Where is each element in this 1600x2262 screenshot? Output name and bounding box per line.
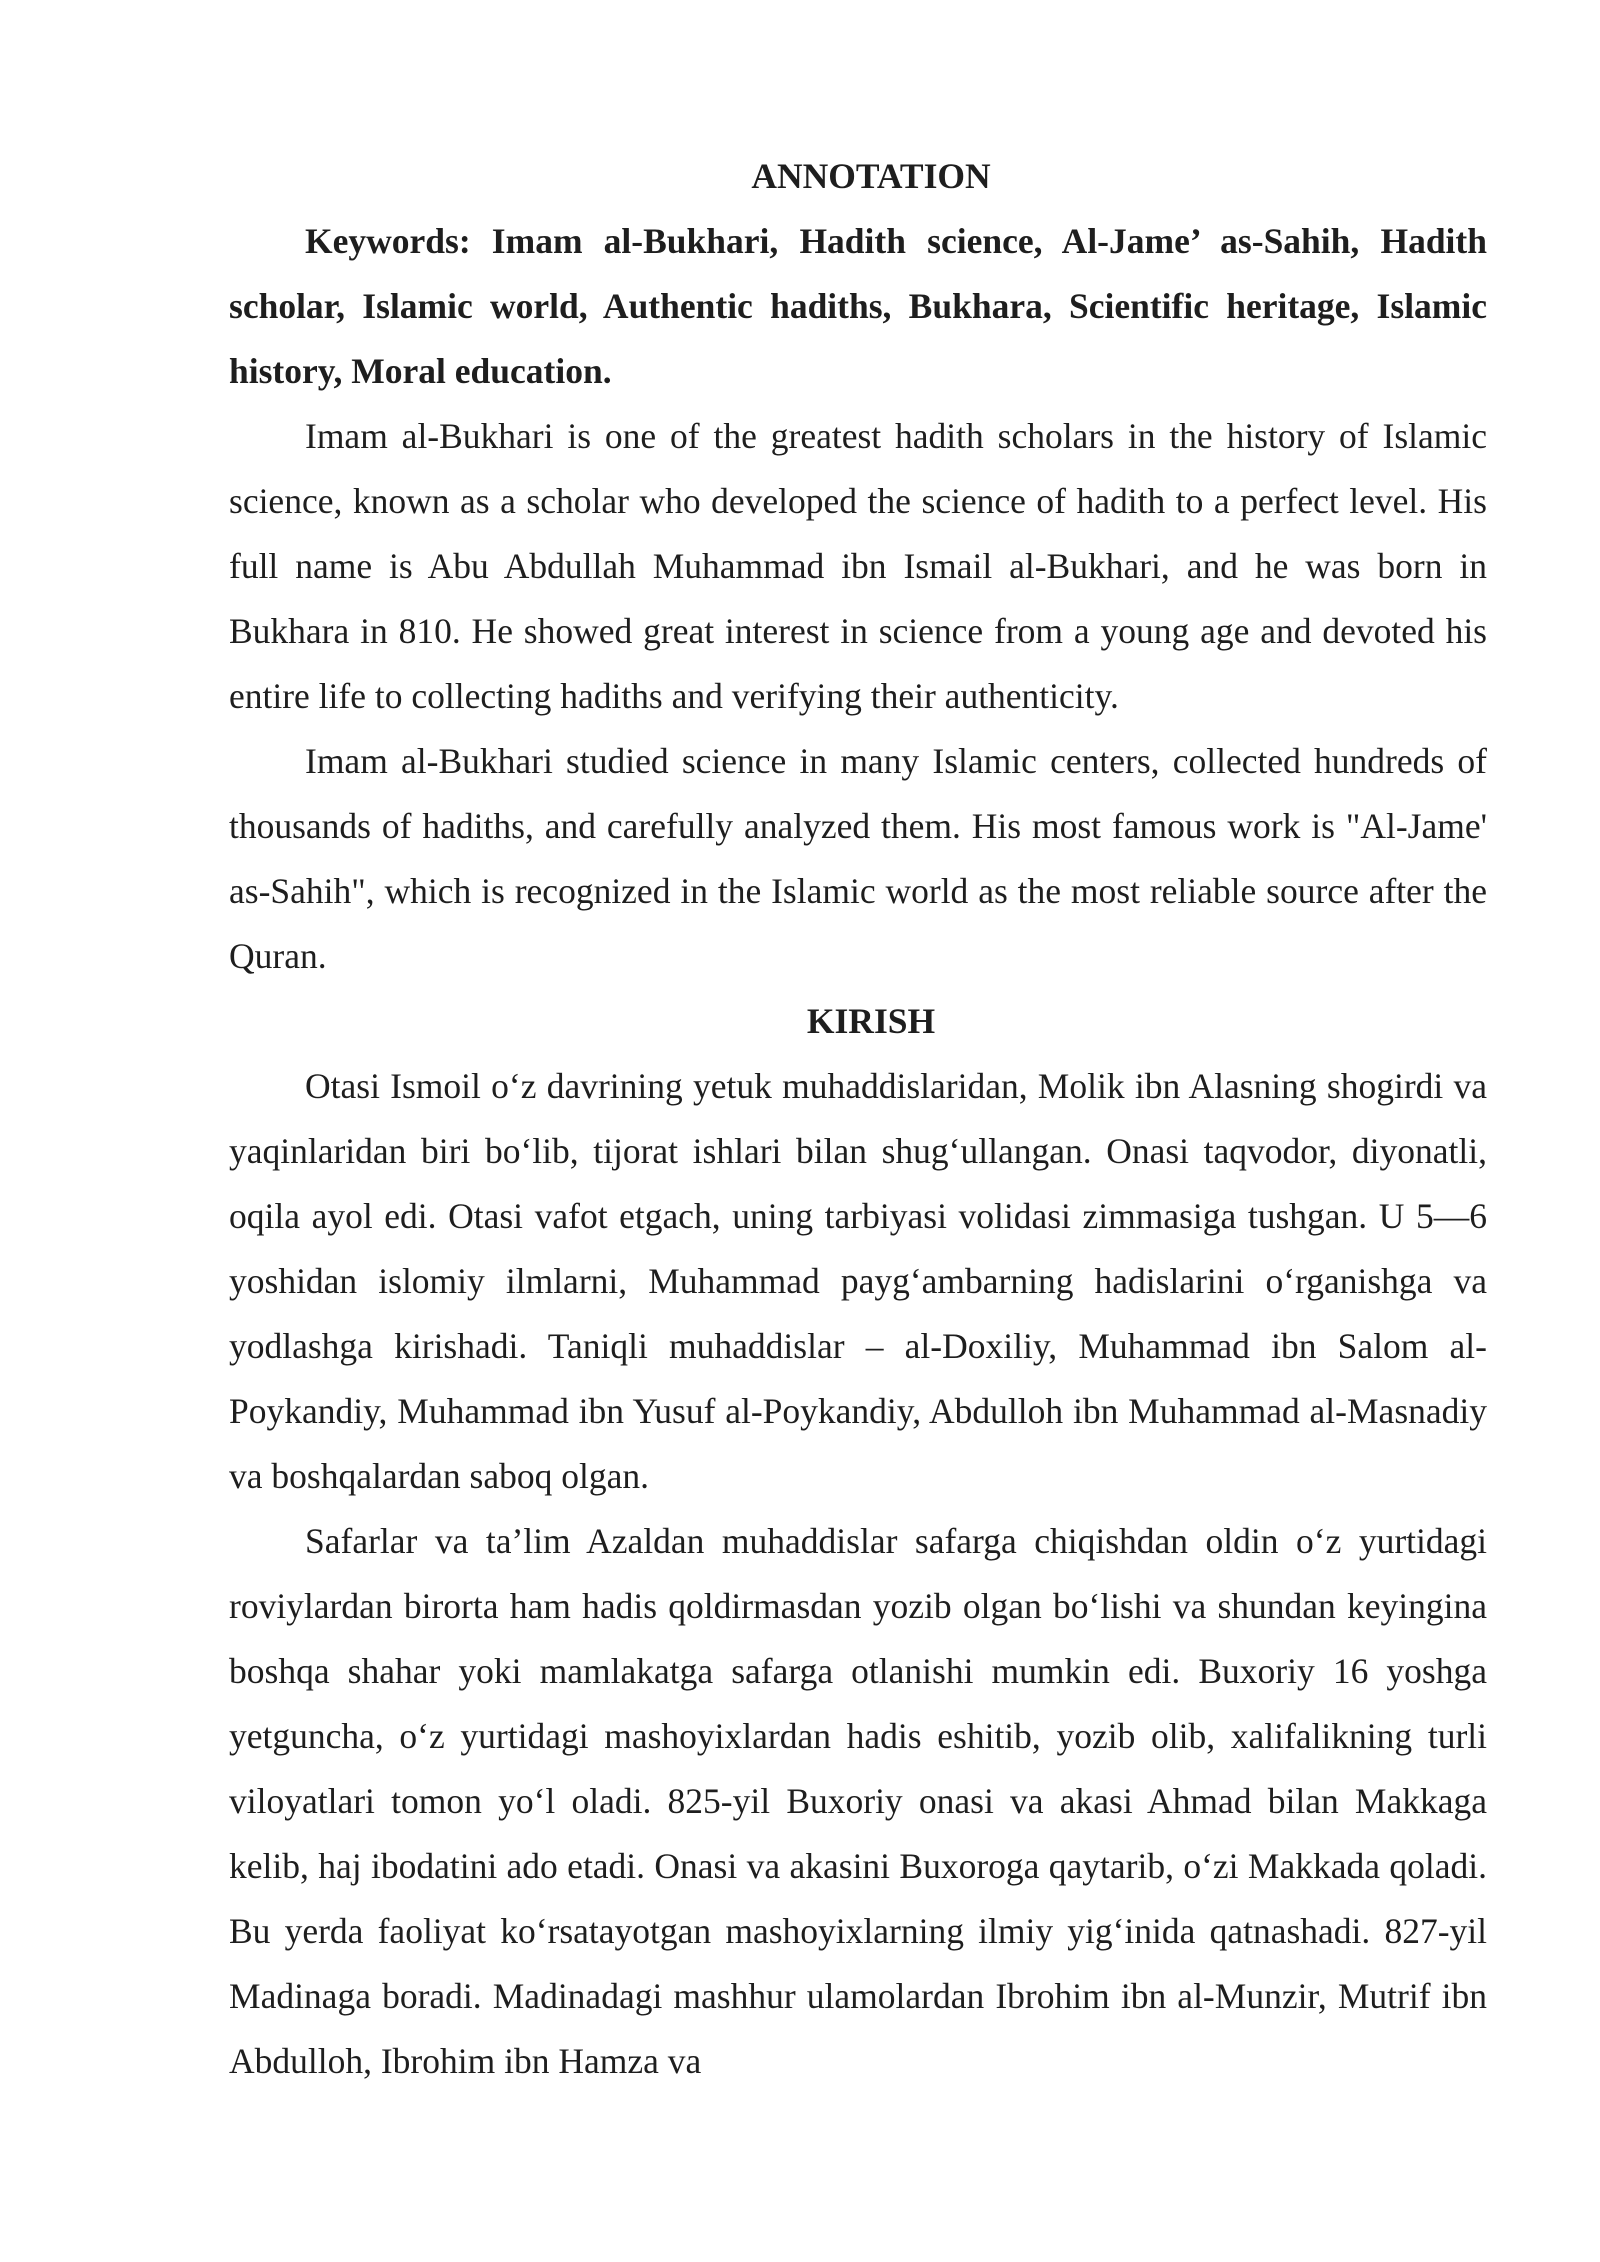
keywords-paragraph: Keywords: Imam al-Bukhari, Hadith science, Al-Jame’ as-Sahih, Hadith scholar, Islamic world, Authentic hadiths, Bukhara, Scientific heritage, Islamic history, Moral education. — [229, 221, 1487, 391]
kirish-paragraph-2: Safarlar va ta’lim Azaldan muhaddislar safarga chiqishdan oldin o‘z yurtidagi roviylardan birorta ham hadis qoldirmasdan yozib olgan bo‘lishi va shundan keyingina boshqa shahar yoki mamlakatga safarga otlanishi mumkin edi. Buxoriy 16 yoshga yetguncha, o‘z yurtidagi mashoyixlardan hadis eshitib, yozib olib, xalifalikning turli viloyatlari tomon yo‘l oladi. 825-yil Buxoriy onasi va akasi Ahmad bilan Makkaga kelib, haj ibodatini ado etadi. Onasi va akasini Buxoroga qaytarib, o‘zi Makkada qoladi. Bu yerda faoliyat ko‘rsatayotgan mashoyixlarning ilmiy yig‘inida qatnashadi. 827-yil Madinaga boradi. Madinadagi mashhur ulamolardan Ibrohim ibn al-Munzir, Mutrif ibn Abdulloh, Ibrohim ibn Hamza va — [229, 1521, 1487, 2081]
document-body — [229, 144, 1487, 2094]
annotation-heading: ANNOTATION — [751, 156, 991, 196]
annotation-paragraph-2: Imam al-Bukhari studied science in many Islamic centers, collected hundreds of thousands of hadiths, and carefully analyzed them. His most famous work is "Al-Jame' as-Sahih", which is recognized in the Islamic world as the most reliable source after the Quran. — [229, 741, 1487, 976]
annotation-paragraph-1: Imam al-Bukhari is one of the greatest hadith scholars in the history of Islamic science, known as a scholar who developed the science of hadith to a perfect level. His full name is Abu Abdullah Muhammad ibn Ismail al-Bukhari, and he was born in Bukhara in 810. He showed great interest in science from a young age and devoted his entire life to collecting hadiths and verifying their authenticity. — [229, 416, 1487, 716]
kirish-paragraph-1: Otasi Ismoil o‘z davrining yetuk muhaddislaridan, Molik ibn Alasning shogirdi va yaqinlaridan biri bo‘lib, tijorat ishlari bilan shug‘ullangan. Onasi taqvodor, diyonatli, oqila ayol edi. Otasi vafot etgach, uning tarbiyasi volidasi zimmasiga tushgan. U 5—6 yoshidan islomiy ilmlarni, Muhammad payg‘ambarning hadislarini o‘rganishga va yodlashga kirishadi. Taniqli muhaddislar – al-Doxiliy, Muhammad ibn Salom al-Poykandiy, Muhammad ibn Yusuf al-Poykandiy, Abdulloh ibn Muhammad al-Masnadiy va boshqalardan saboq olgan. — [229, 1066, 1487, 1496]
kirish-heading: KIRISH — [806, 1001, 936, 1041]
